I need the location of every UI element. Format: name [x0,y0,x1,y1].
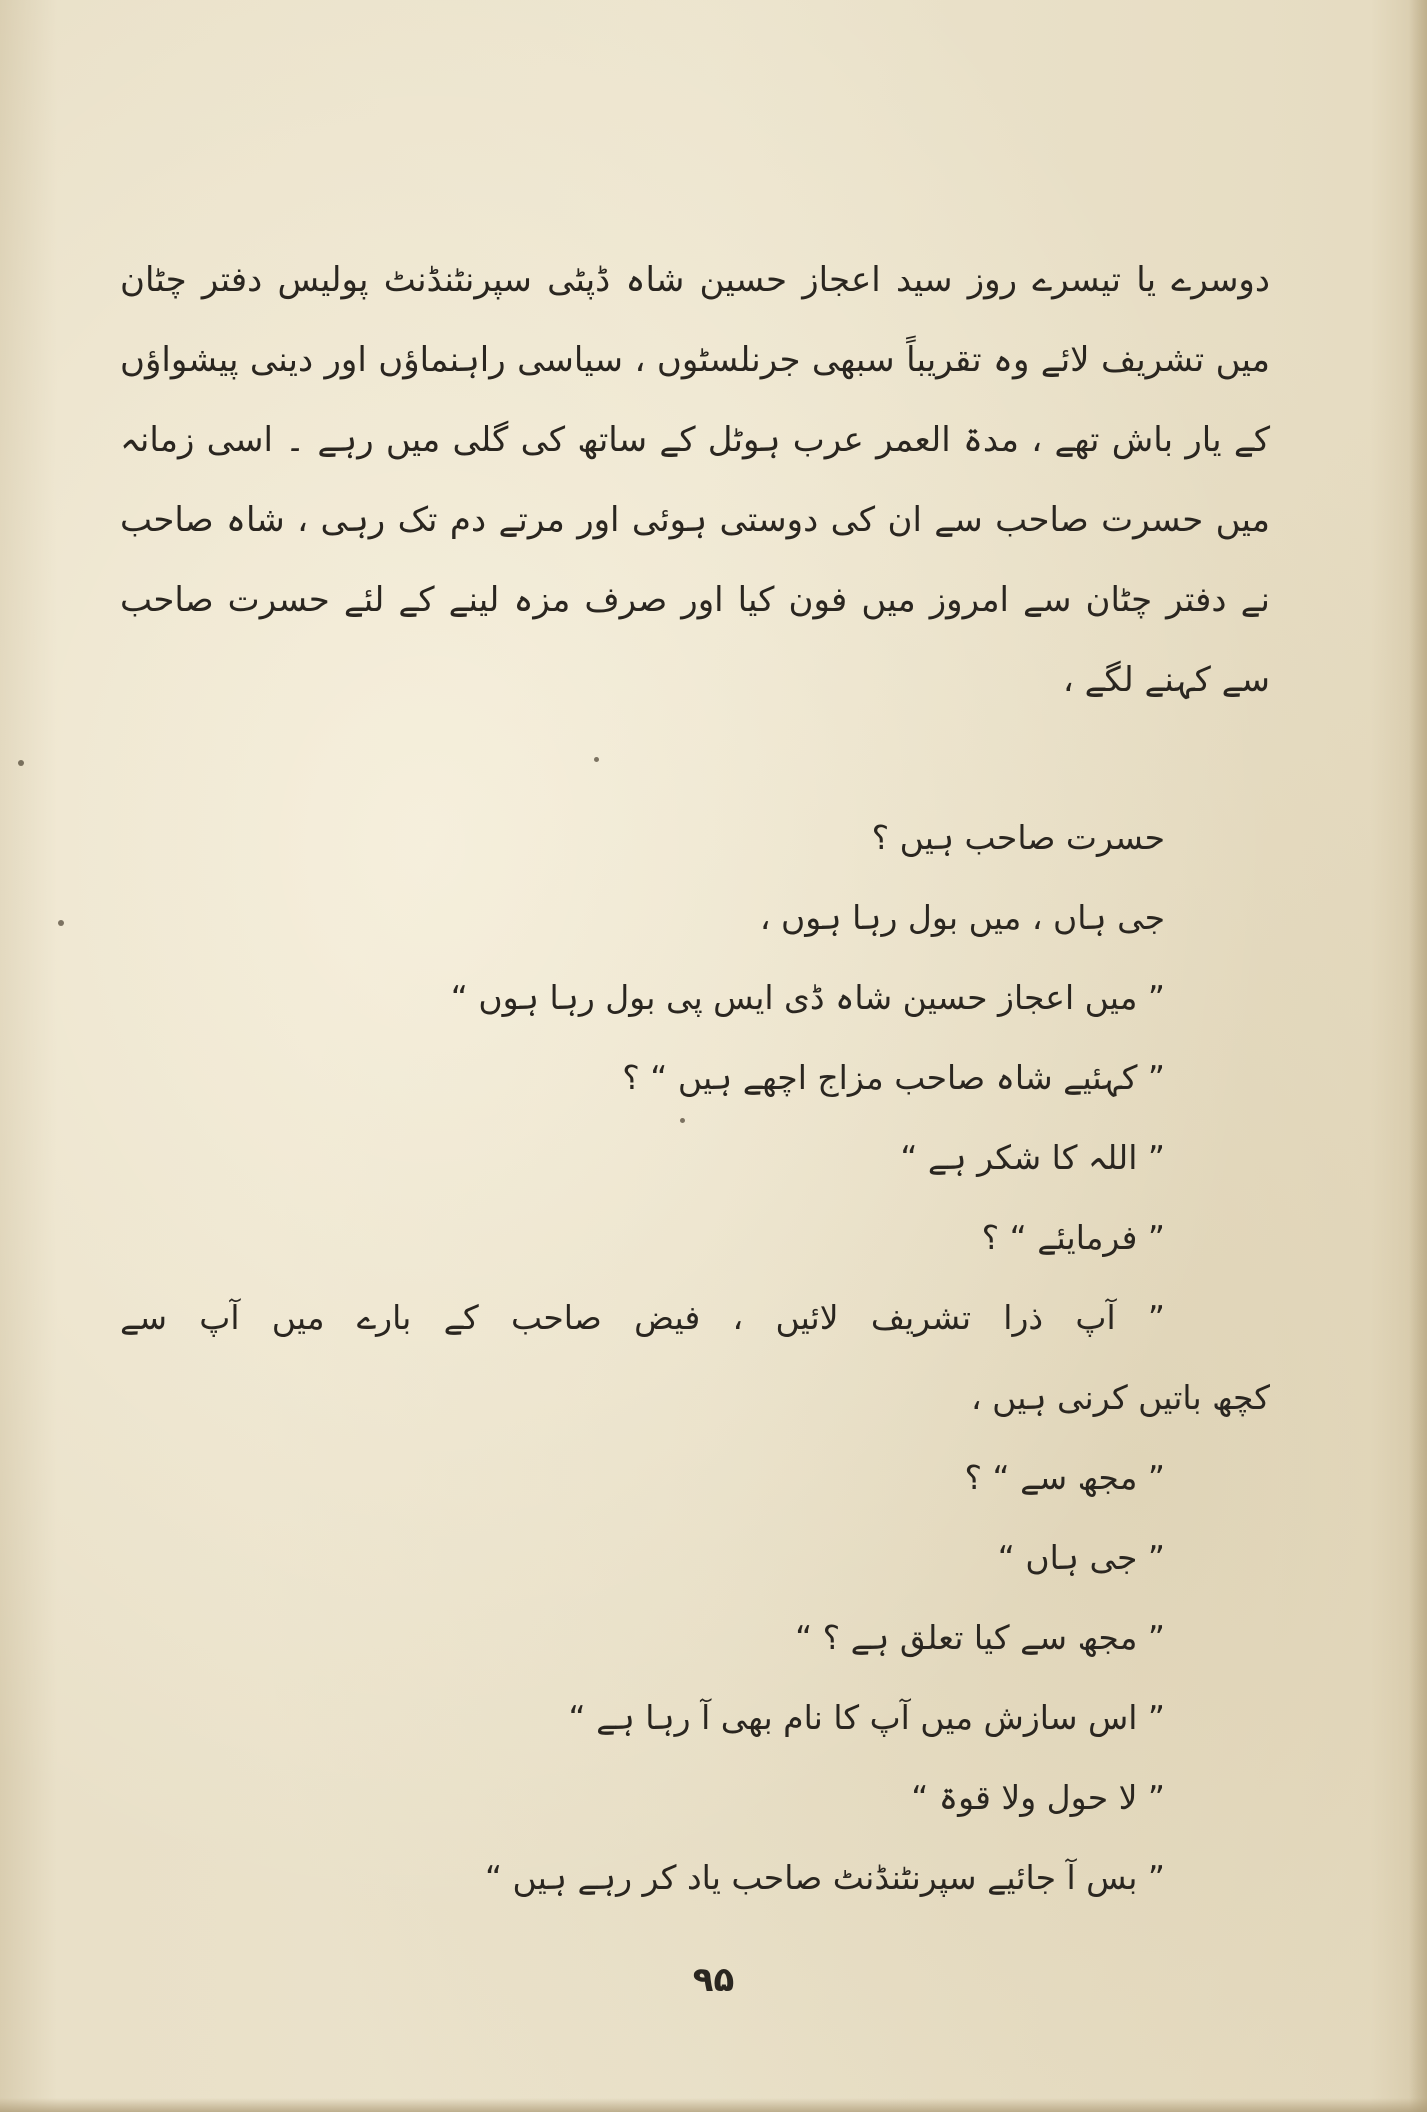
dialogue-line: ” اللہ کا شکر ہے “ [900,1138,1165,1177]
page-number: ۹۵ [692,1960,735,2000]
dialogue-line: ” مجھ سے “ ؟ [964,1458,1165,1497]
page-edge-right [1409,0,1427,2112]
dialogue-line: ” کہئیے شاہ صاحب مزاج اچھے ہیں “ ؟ [622,1058,1165,1097]
dialogue-line: حسرت صاحب ہیں ؟ [871,818,1165,857]
dialogue-line: جی ہاں ، میں بول رہا ہوں ، [759,898,1165,937]
ink-speck [58,920,64,926]
dialogue-line: ” لا حول ولا قوۃ “ [911,1778,1165,1817]
dialogue-line: ” میں اعجاز حسین شاہ ڈی ایس پی بول رہا ہوں “ [450,978,1165,1017]
dialogue-line: ” اس سازش میں آپ کا نام بھی آ رہا ہے “ [568,1698,1165,1737]
dialogue-line: ” مجھ سے کیا تعلق ہے ؟ “ [795,1618,1165,1657]
dialogue-line: ” آپ ذرا تشریف لائیں ، فیض صاحب کے بارے میں آپ سے [120,1298,1165,1337]
dialogue-line: ” بس آ جائیے سپرنٹنڈنٹ صاحب یاد کر رہے ہیں “ [484,1858,1165,1897]
dialogue-line: ” فرمایئے “ ؟ [981,1218,1165,1257]
ink-speck [594,757,599,762]
opening-paragraph [120,240,1270,720]
dialogue-line: ” جی ہاں “ [997,1538,1165,1577]
page-edge-bottom [0,2098,1427,2112]
ink-speck [18,760,24,766]
paragraph-text: دوسرے یا تیسرے روز سید اعجاز حسین شاہ ڈپٹی سپرنٹنڈنٹ پولیس دفتر چٹان میں تشریف لائے وہ تقریباً سبھی جرنلسٹوں ، سیاسی راہنماؤں اور دینی پیشواؤں کے یار باش تھے ، مدۃ العمر عرب ہوٹل کے ساتھ کی گلی میں رہے ۔ اسی زمانہ میں حسرت صاحب سے ان کی دوستی ہوئی اور مرتے دم تک رہی ، شاہ صاحب نے دفتر چٹان سے امروز میں فون کیا اور صرف مزہ لینے کے لئے حسرت صاحب سے کہنے لگے ، [120,260,1270,700]
dialogue-block [120,798,1270,1918]
dialogue-line: کچھ باتیں کرنی ہیں ، [971,1378,1270,1417]
